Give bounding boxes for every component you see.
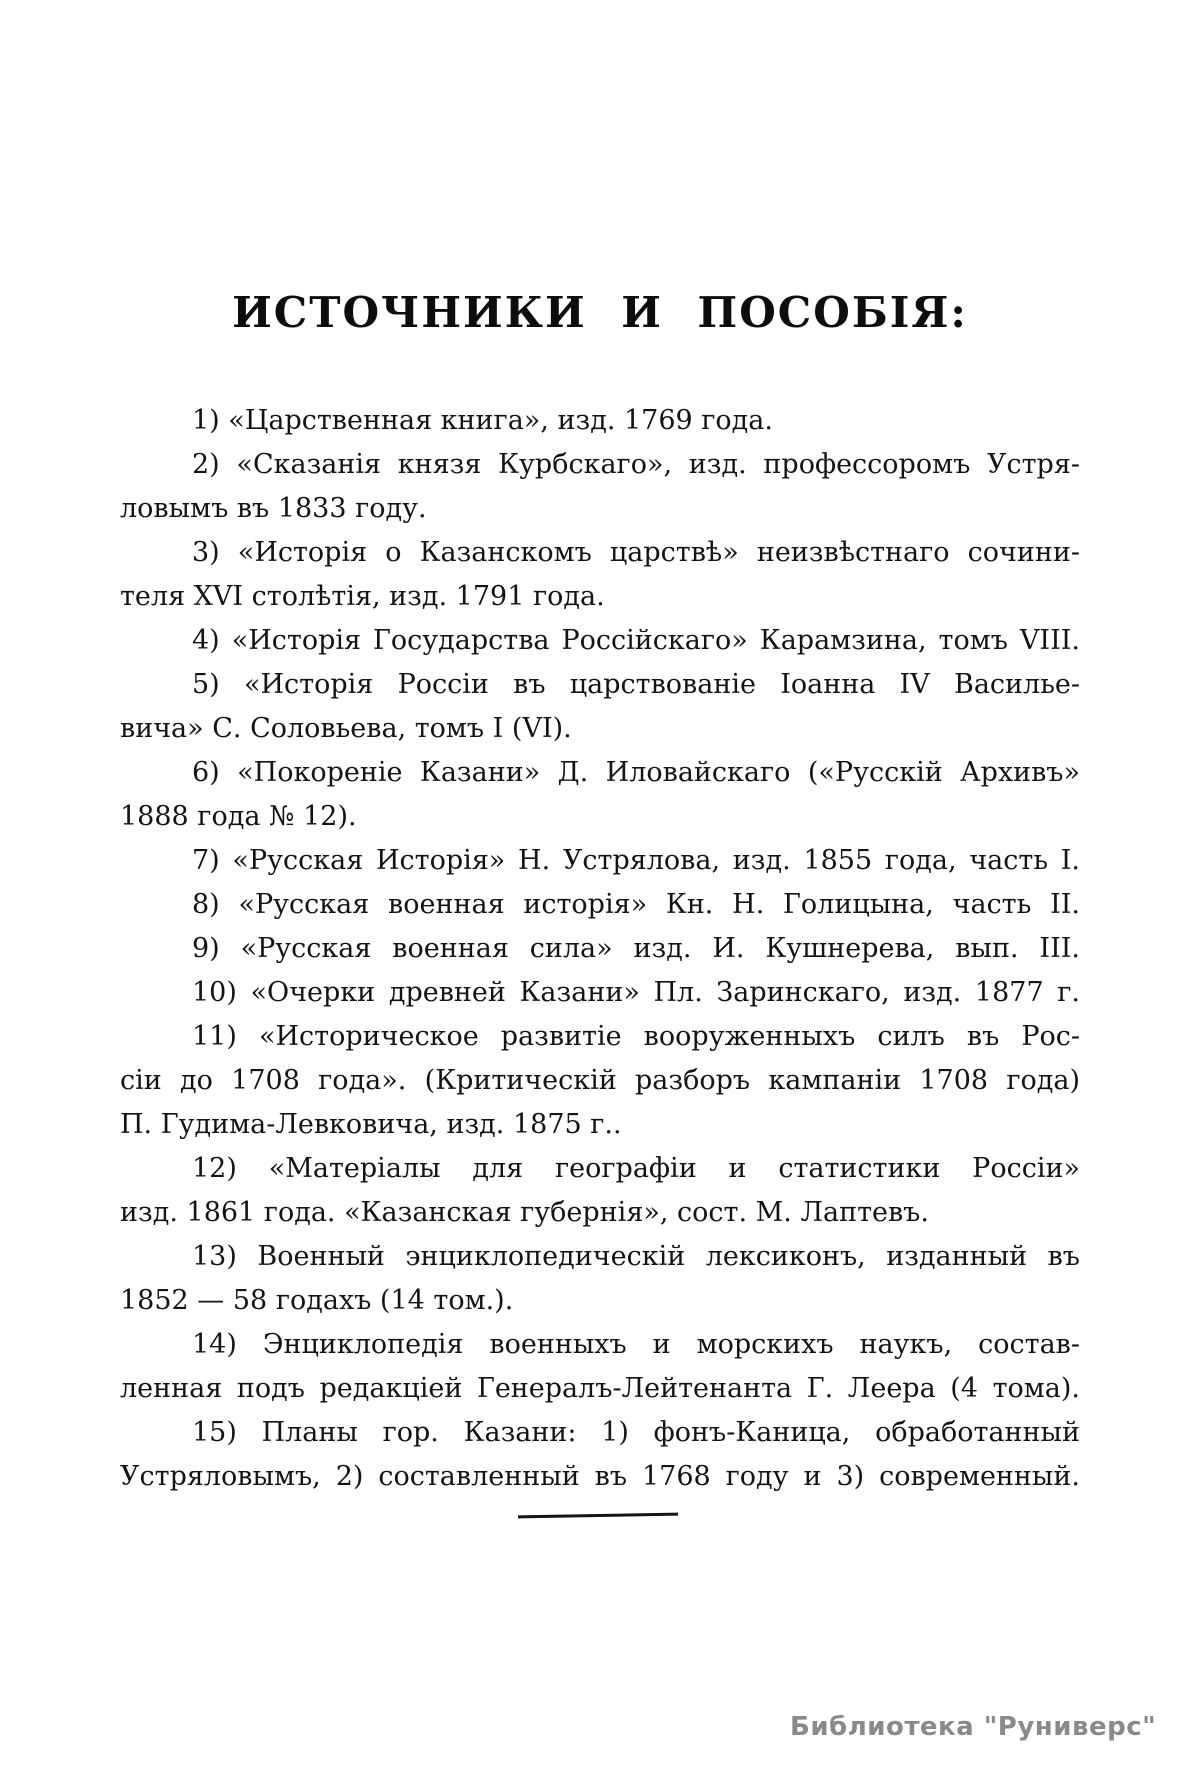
source-item-6-line-1: 6) «Покореніе Казани» Д. Иловайскаго («Русскій Архивъ»: [192, 757, 1080, 788]
source-item-12-line-2: изд. 1861 года. «Казанская губернія», сост. М. Лаптевъ.: [120, 1197, 929, 1228]
source-item-5-line-2: вича» С. Соловьева, томъ I (VI).: [120, 713, 572, 744]
source-item-10-line-1: 10) «Очерки древней Казани» Пл. Заринскаго, изд. 1877 г.: [192, 977, 1080, 1008]
source-item-11-line-1: 11) «Историческое развитіе вооруженныхъ силъ въ Рос-: [192, 1021, 1080, 1052]
source-item-14-line-1: 14) Энциклопедія военныхъ и морскихъ наукъ, состав-: [192, 1329, 1080, 1360]
source-item-15-line-1: 15) Планы гор. Казани: 1) фонъ-Каница, обработанный: [192, 1417, 1080, 1448]
source-list: [120, 399, 1080, 1499]
source-item-7-line-1: 7) «Русская Исторія» Н. Устрялова, изд. 1855 года, часть I.: [192, 845, 1080, 876]
source-item-2-line-2: ловымъ въ 1833 году.: [120, 493, 427, 524]
source-item-5-line-1: 5) «Исторія Россіи въ царствованіе Іоанна IV Василье-: [192, 669, 1080, 700]
source-item-14-line-2: ленная подъ редакціей Генералъ-Лейтенанта Г. Леера (4 тома).: [120, 1373, 1080, 1404]
source-item-3-line-2: теля XVI столѣтія, изд. 1791 года.: [120, 581, 605, 612]
source-item-13-line-1: 13) Военный энциклопедическій лексиконъ, изданный въ: [192, 1241, 1080, 1272]
section-divider: [518, 1513, 678, 1519]
source-item-8-line-1: 8) «Русская военная исторія» Кн. Н. Голицына, часть II.: [192, 889, 1080, 920]
source-item-13-line-2: 1852 — 58 годахъ (14 том.).: [120, 1285, 514, 1316]
source-item-3-line-1: 3) «Исторія о Казанскомъ царствѣ» неизвѣстнаго сочини-: [192, 537, 1080, 568]
page-title: ИСТОЧНИКИ И ПОСОБІЯ:: [232, 288, 968, 337]
source-item-11-line-2: сіи до 1708 года». (Критическій разборъ кампаніи 1708 года): [120, 1065, 1080, 1096]
source-item-1-line-1: 1) «Царственная книга», изд. 1769 года.: [192, 405, 773, 436]
source-item-6-line-2: 1888 года № 12).: [120, 801, 357, 832]
source-item-11-line-3: П. Гудима-Левковича, изд. 1875 г..: [120, 1109, 622, 1140]
watermark-label: Библиотека "Руниверс": [790, 1712, 1157, 1742]
source-item-15-line-2: Устряловымъ, 2) составленный въ 1768 году и 3) современный.: [120, 1461, 1080, 1492]
source-item-4-line-1: 4) «Исторія Государства Россійскаго» Карамзина, томъ VIII.: [192, 625, 1080, 656]
source-item-2-line-1: 2) «Сказанія князя Курбскаго», изд. профессоромъ Устря-: [192, 449, 1080, 480]
source-item-12-line-1: 12) «Матеріалы для географіи и статистики Россіи»: [192, 1153, 1080, 1184]
source-item-9-line-1: 9) «Русская военная сила» изд. И. Кушнерева, вып. III.: [192, 933, 1080, 964]
